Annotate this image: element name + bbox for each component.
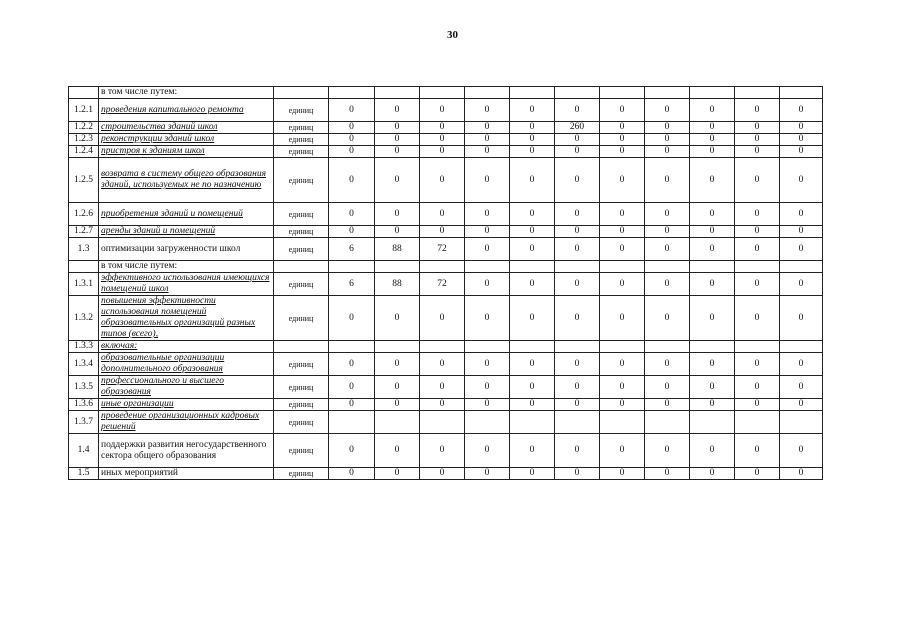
row-unit: единиц (274, 296, 329, 341)
row-name: в том числе путем: (99, 87, 274, 99)
value-cell (735, 411, 780, 434)
value-cell (690, 261, 735, 273)
value-cell: 0 (375, 296, 420, 341)
value-cell: 0 (420, 122, 465, 134)
row-unit: единиц (274, 158, 329, 203)
value-cell (735, 341, 780, 353)
value-cell: 0 (375, 434, 420, 468)
value-cell: 0 (465, 158, 510, 203)
row-unit: единиц (274, 146, 329, 158)
table-row (69, 411, 823, 434)
row-name: проведения капитального ремонта (99, 99, 274, 122)
value-cell (465, 261, 510, 273)
value-cell (420, 411, 465, 434)
value-cell: 88 (375, 273, 420, 296)
row-name: профессионального и высшего образования (99, 376, 274, 399)
value-cell: 0 (375, 122, 420, 134)
value-cell: 0 (600, 376, 645, 399)
value-cell (645, 261, 690, 273)
table-row (69, 99, 823, 122)
value-cell: 0 (420, 158, 465, 203)
table-row (69, 376, 823, 399)
value-cell: 0 (645, 353, 690, 376)
row-number: 1.3.7 (69, 411, 99, 434)
value-cell: 0 (329, 134, 375, 146)
row-name: образовательные организации дополнительного образования (99, 353, 274, 376)
value-cell: 0 (690, 146, 735, 158)
row-number: 1.3.5 (69, 376, 99, 399)
value-cell: 0 (735, 353, 780, 376)
row-name: оптимизации загруженности школ (99, 238, 274, 261)
value-cell: 0 (600, 238, 645, 261)
row-unit: единиц (274, 134, 329, 146)
table-body (69, 87, 823, 480)
table-row (69, 434, 823, 468)
value-cell: 0 (645, 468, 690, 480)
table-row (69, 353, 823, 376)
value-cell: 0 (329, 99, 375, 122)
value-cell (420, 87, 465, 99)
value-cell: 0 (420, 353, 465, 376)
value-cell: 0 (600, 203, 645, 226)
row-number (69, 261, 99, 273)
value-cell: 0 (735, 122, 780, 134)
row-number: 1.2.4 (69, 146, 99, 158)
value-cell: 0 (690, 158, 735, 203)
value-cell (465, 341, 510, 353)
row-number: 1.4 (69, 434, 99, 468)
value-cell (735, 87, 780, 99)
table-row (69, 158, 823, 203)
value-cell: 0 (735, 434, 780, 468)
value-cell: 0 (465, 226, 510, 238)
value-cell (329, 341, 375, 353)
value-cell (780, 341, 823, 353)
row-number: 1.3 (69, 238, 99, 261)
data-table (68, 86, 823, 480)
row-unit: единиц (274, 434, 329, 468)
value-cell: 0 (329, 353, 375, 376)
value-cell: 0 (510, 376, 555, 399)
value-cell (329, 411, 375, 434)
value-cell: 0 (735, 146, 780, 158)
value-cell: 0 (510, 399, 555, 411)
value-cell: 0 (600, 99, 645, 122)
value-cell: 0 (375, 376, 420, 399)
value-cell: 0 (329, 399, 375, 411)
value-cell: 0 (690, 296, 735, 341)
value-cell: 0 (555, 226, 600, 238)
value-cell: 0 (645, 134, 690, 146)
value-cell: 0 (329, 203, 375, 226)
value-cell: 0 (465, 122, 510, 134)
page-number: 30 (447, 29, 458, 41)
value-cell: 0 (735, 468, 780, 480)
row-unit: единиц (274, 411, 329, 434)
value-cell: 0 (600, 273, 645, 296)
table-row (69, 134, 823, 146)
value-cell: 0 (510, 158, 555, 203)
value-cell: 0 (645, 158, 690, 203)
value-cell: 0 (510, 203, 555, 226)
table-row (69, 261, 823, 273)
table-row (69, 468, 823, 480)
value-cell: 0 (555, 434, 600, 468)
value-cell: 0 (329, 226, 375, 238)
row-name: возврата в систему общего образования зданий, используемых не по назначению (99, 158, 274, 203)
row-name: в том числе путем: (99, 261, 274, 273)
value-cell: 0 (645, 122, 690, 134)
value-cell: 0 (645, 296, 690, 341)
value-cell: 0 (735, 158, 780, 203)
table-row (69, 341, 823, 353)
value-cell: 0 (555, 399, 600, 411)
value-cell: 0 (375, 158, 420, 203)
row-unit: единиц (274, 353, 329, 376)
value-cell: 0 (600, 296, 645, 341)
value-cell: 0 (690, 134, 735, 146)
value-cell: 0 (555, 146, 600, 158)
value-cell: 0 (420, 376, 465, 399)
value-cell: 0 (600, 434, 645, 468)
value-cell: 0 (735, 238, 780, 261)
row-name: аренды зданий и помещений (99, 226, 274, 238)
value-cell (555, 411, 600, 434)
value-cell (465, 411, 510, 434)
value-cell: 0 (780, 238, 823, 261)
row-name: повышения эффективности использования помещений образовательных организаций разных типов (всего), (99, 296, 274, 341)
value-cell (645, 341, 690, 353)
value-cell (600, 87, 645, 99)
table-row (69, 296, 823, 341)
row-number: 1.3.3 (69, 341, 99, 353)
value-cell (375, 261, 420, 273)
row-name: иные организации (99, 399, 274, 411)
value-cell: 0 (645, 238, 690, 261)
value-cell: 0 (555, 376, 600, 399)
value-cell: 0 (465, 468, 510, 480)
row-number: 1.3.6 (69, 399, 99, 411)
value-cell: 0 (780, 146, 823, 158)
row-number: 1.2.6 (69, 203, 99, 226)
value-cell: 0 (329, 158, 375, 203)
value-cell: 0 (420, 134, 465, 146)
value-cell: 0 (735, 226, 780, 238)
value-cell: 0 (375, 203, 420, 226)
row-number: 1.2.5 (69, 158, 99, 203)
value-cell: 88 (375, 238, 420, 261)
value-cell: 0 (510, 273, 555, 296)
row-number: 1.2.1 (69, 99, 99, 122)
value-cell: 0 (780, 353, 823, 376)
value-cell: 0 (420, 399, 465, 411)
value-cell: 0 (735, 399, 780, 411)
table-row (69, 226, 823, 238)
value-cell (329, 87, 375, 99)
value-cell: 0 (375, 399, 420, 411)
table-row (69, 203, 823, 226)
value-cell (375, 411, 420, 434)
value-cell: 0 (780, 99, 823, 122)
value-cell: 0 (780, 296, 823, 341)
value-cell: 0 (780, 122, 823, 134)
value-cell (555, 341, 600, 353)
value-cell: 0 (510, 122, 555, 134)
row-name: включая: (99, 341, 274, 353)
value-cell: 0 (645, 273, 690, 296)
value-cell: 0 (329, 296, 375, 341)
table-row (69, 238, 823, 261)
value-cell: 6 (329, 238, 375, 261)
row-number: 1.2.2 (69, 122, 99, 134)
value-cell: 0 (465, 203, 510, 226)
row-number: 1.2.7 (69, 226, 99, 238)
value-cell: 0 (780, 399, 823, 411)
value-cell: 72 (420, 273, 465, 296)
row-name: реконструкции зданий школ (99, 134, 274, 146)
value-cell (510, 341, 555, 353)
value-cell: 0 (690, 434, 735, 468)
row-number: 1.3.1 (69, 273, 99, 296)
value-cell: 0 (735, 99, 780, 122)
value-cell: 0 (780, 376, 823, 399)
row-number (69, 87, 99, 99)
row-number: 1.3.2 (69, 296, 99, 341)
row-name: эффективного использования имеющихся помещений школ (99, 273, 274, 296)
value-cell: 0 (555, 296, 600, 341)
value-cell (510, 261, 555, 273)
value-cell (600, 341, 645, 353)
value-cell: 0 (375, 99, 420, 122)
row-name: приобретения зданий и помещений (99, 203, 274, 226)
value-cell: 0 (510, 134, 555, 146)
value-cell (780, 411, 823, 434)
value-cell (465, 87, 510, 99)
value-cell: 0 (645, 203, 690, 226)
row-unit: единиц (274, 122, 329, 134)
value-cell: 0 (645, 376, 690, 399)
value-cell: 0 (465, 134, 510, 146)
row-number: 1.3.4 (69, 353, 99, 376)
value-cell: 0 (735, 273, 780, 296)
value-cell: 0 (510, 468, 555, 480)
value-cell: 0 (465, 238, 510, 261)
value-cell (420, 261, 465, 273)
value-cell: 0 (375, 146, 420, 158)
value-cell: 0 (420, 434, 465, 468)
value-cell (375, 341, 420, 353)
value-cell: 0 (555, 468, 600, 480)
value-cell: 0 (420, 146, 465, 158)
value-cell: 0 (780, 434, 823, 468)
value-cell: 0 (780, 203, 823, 226)
value-cell: 0 (510, 146, 555, 158)
value-cell (780, 261, 823, 273)
value-cell (690, 411, 735, 434)
value-cell: 0 (329, 468, 375, 480)
value-cell: 0 (420, 99, 465, 122)
value-cell: 0 (555, 273, 600, 296)
value-cell: 0 (690, 99, 735, 122)
value-cell: 0 (465, 434, 510, 468)
value-cell: 0 (510, 238, 555, 261)
value-cell: 0 (735, 376, 780, 399)
value-cell (645, 411, 690, 434)
value-cell: 0 (690, 122, 735, 134)
value-cell: 0 (465, 273, 510, 296)
value-cell: 0 (555, 203, 600, 226)
value-cell: 0 (555, 134, 600, 146)
value-cell (645, 87, 690, 99)
row-number: 1.5 (69, 468, 99, 480)
value-cell: 0 (690, 376, 735, 399)
value-cell: 0 (690, 353, 735, 376)
value-cell: 0 (465, 353, 510, 376)
value-cell (555, 87, 600, 99)
row-unit (274, 341, 329, 353)
value-cell: 0 (645, 226, 690, 238)
value-cell: 0 (645, 99, 690, 122)
row-name: иных мероприятий (99, 468, 274, 480)
value-cell: 0 (420, 226, 465, 238)
value-cell: 0 (555, 353, 600, 376)
row-unit: единиц (274, 399, 329, 411)
value-cell: 0 (690, 226, 735, 238)
value-cell: 0 (420, 296, 465, 341)
value-cell: 0 (690, 273, 735, 296)
value-cell: 0 (780, 226, 823, 238)
value-cell: 0 (780, 134, 823, 146)
value-cell (555, 261, 600, 273)
row-unit: единиц (274, 226, 329, 238)
value-cell (329, 261, 375, 273)
row-unit: единиц (274, 273, 329, 296)
table-row (69, 146, 823, 158)
value-cell: 72 (420, 238, 465, 261)
value-cell: 0 (690, 399, 735, 411)
table-row (69, 122, 823, 134)
value-cell: 0 (555, 238, 600, 261)
value-cell: 0 (375, 226, 420, 238)
value-cell: 0 (780, 468, 823, 480)
value-cell: 0 (690, 468, 735, 480)
value-cell: 0 (600, 134, 645, 146)
row-unit (274, 87, 329, 99)
value-cell: 0 (690, 203, 735, 226)
value-cell: 0 (645, 399, 690, 411)
value-cell: 0 (780, 273, 823, 296)
value-cell: 0 (510, 99, 555, 122)
value-cell: 0 (375, 353, 420, 376)
value-cell: 6 (329, 273, 375, 296)
row-number: 1.2.3 (69, 134, 99, 146)
value-cell: 0 (735, 203, 780, 226)
value-cell: 0 (600, 353, 645, 376)
value-cell: 0 (600, 122, 645, 134)
value-cell: 0 (600, 226, 645, 238)
row-name: строительства зданий школ (99, 122, 274, 134)
value-cell: 0 (555, 158, 600, 203)
value-cell: 0 (555, 99, 600, 122)
value-cell: 0 (510, 434, 555, 468)
value-cell (690, 87, 735, 99)
value-cell: 0 (465, 146, 510, 158)
value-cell: 0 (465, 399, 510, 411)
value-cell: 0 (780, 158, 823, 203)
value-cell (600, 411, 645, 434)
value-cell: 0 (645, 434, 690, 468)
value-cell: 0 (329, 434, 375, 468)
value-cell: 0 (600, 146, 645, 158)
value-cell: 0 (510, 226, 555, 238)
value-cell: 260 (555, 122, 600, 134)
value-cell (600, 261, 645, 273)
value-cell: 0 (645, 146, 690, 158)
row-unit: единиц (274, 376, 329, 399)
value-cell: 0 (735, 134, 780, 146)
value-cell (420, 341, 465, 353)
value-cell (735, 261, 780, 273)
table-row (69, 273, 823, 296)
row-unit: единиц (274, 468, 329, 480)
row-name: поддержки развития негосударственного сектора общего образования (99, 434, 274, 468)
value-cell: 0 (600, 158, 645, 203)
value-cell (780, 87, 823, 99)
value-cell: 0 (690, 238, 735, 261)
row-name: проведение организационных кадровых решений (99, 411, 274, 434)
row-unit: единиц (274, 203, 329, 226)
value-cell: 0 (375, 468, 420, 480)
value-cell: 0 (735, 296, 780, 341)
value-cell: 0 (510, 353, 555, 376)
table-row (69, 87, 823, 99)
value-cell: 0 (465, 99, 510, 122)
value-cell: 0 (329, 146, 375, 158)
value-cell (690, 341, 735, 353)
value-cell (375, 87, 420, 99)
value-cell: 0 (465, 376, 510, 399)
value-cell: 0 (510, 296, 555, 341)
value-cell: 0 (600, 399, 645, 411)
value-cell (510, 87, 555, 99)
value-cell: 0 (420, 203, 465, 226)
value-cell: 0 (420, 468, 465, 480)
row-unit: единиц (274, 238, 329, 261)
row-unit (274, 261, 329, 273)
value-cell: 0 (329, 376, 375, 399)
row-name: пристроя к зданиям школ (99, 146, 274, 158)
value-cell (510, 411, 555, 434)
value-cell: 0 (465, 296, 510, 341)
table-row (69, 399, 823, 411)
value-cell: 0 (329, 122, 375, 134)
value-cell: 0 (375, 134, 420, 146)
value-cell: 0 (600, 468, 645, 480)
row-unit: единиц (274, 99, 329, 122)
